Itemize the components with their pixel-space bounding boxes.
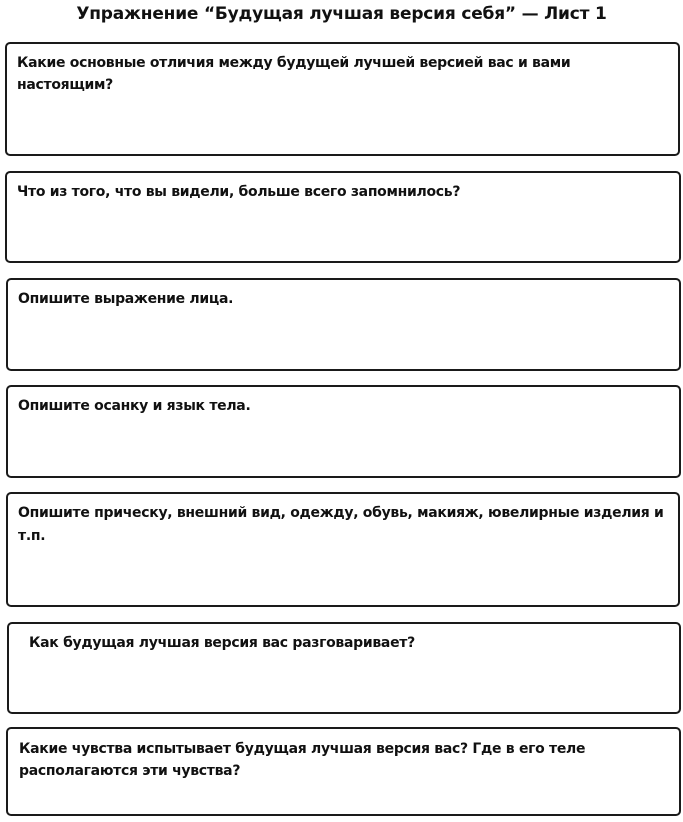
question-box-memorable[interactable] [5,171,681,263]
question-box-differences[interactable] [5,42,680,156]
page-title: Упражнение “Будущая лучшая версия себя” — Лист 1 [76,4,607,24]
question-box-feelings[interactable] [6,727,681,816]
question-box-speech[interactable] [7,622,681,714]
question-box-appearance[interactable] [6,492,680,607]
question-text-posture: Опишите осанку и язык тела. [18,398,251,414]
question-text-speech: Как будущая лучшая версия вас разговаривает? [29,635,415,651]
question-box-posture[interactable] [6,385,681,478]
question-text-memorable: Что из того, что вы видели, больше всего запомнилось? [17,184,461,200]
question-box-facial-expression[interactable] [6,278,681,371]
question-text-feelings: Какие чувства испытывает будущая лучшая версия вас? Где в его теле располагаются эти чувства? [19,741,586,779]
question-text-differences: Какие основные отличия между будущей лучшей версией вас и вами настоящим? [17,55,571,93]
question-text-appearance: Опишите прическу, внешний вид, одежду, обувь, макияж, ювелирные изделия и т.п. [18,505,664,544]
question-text-facial-expression: Опишите выражение лица. [18,291,234,307]
